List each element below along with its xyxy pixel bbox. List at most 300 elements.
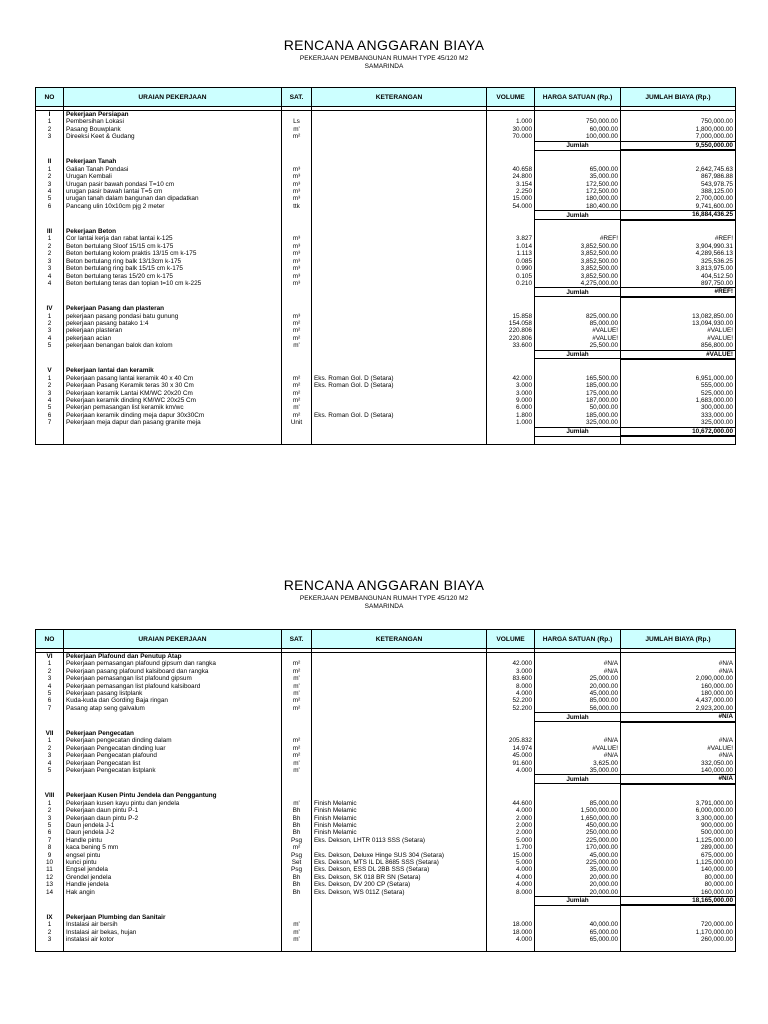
table-row — [36, 375, 736, 382]
doc-title: RENCANA ANGGARAN BIAYA — [283, 577, 485, 593]
table-row — [36, 412, 736, 419]
col-no: NO — [36, 88, 64, 107]
item-sat: m² — [282, 390, 312, 397]
item-jumlah: 333,000.00 — [621, 412, 736, 419]
col-volume: VOLUME — [487, 630, 535, 649]
item-no: 3 — [36, 752, 64, 759]
section-title: Pekerjaan Beton — [64, 228, 282, 235]
section-no: III — [36, 228, 64, 235]
section-total-label: Jumlah — [535, 141, 621, 150]
item-desc: Pekerjaan meja dapur dan pasang granite meja — [64, 419, 282, 427]
item-harga: 170,000.00 — [535, 844, 621, 851]
item-desc: engsel pintu — [64, 852, 282, 859]
item-harga: #N/A — [535, 660, 621, 667]
item-jumlah: #REF! — [621, 235, 736, 242]
item-desc: Pekerjaan Pengecatan listplank — [64, 767, 282, 775]
item-volume: 42.000 — [487, 375, 535, 382]
item-jumlah: 80,000.00 — [621, 881, 736, 888]
table-row — [36, 419, 736, 427]
section-total-row — [36, 713, 736, 722]
section-total-row — [36, 141, 736, 150]
item-ket — [312, 273, 487, 280]
item-harga: 450,000.00 — [535, 822, 621, 829]
section-total-value: #N/A — [621, 713, 736, 722]
table-row — [36, 118, 736, 125]
item-jumlah: #VALUE! — [621, 335, 736, 342]
item-no: 2 — [36, 320, 64, 327]
item-desc: urugan pasir bawah lantai T=5 cm — [64, 188, 282, 195]
section-title: Pekerjaan Persiapan — [64, 111, 282, 119]
item-sat: Bh — [282, 889, 312, 897]
item-sat: m² — [282, 335, 312, 342]
item-sat: m³ — [282, 280, 312, 288]
item-jumlah: 555,000.00 — [621, 382, 736, 389]
item-volume: 3.827 — [487, 235, 535, 242]
item-desc: pekerjaan plasteran — [64, 327, 282, 334]
item-desc: pekerjaan benangan balok dan kolom — [64, 342, 282, 350]
item-ket — [312, 173, 487, 180]
table-row — [36, 342, 736, 350]
item-sat: m³ — [282, 181, 312, 188]
item-no: 6 — [36, 203, 64, 211]
item-ket: Eks. Roman Gol. D (Setara) — [312, 412, 487, 419]
section-header-row — [36, 653, 736, 661]
item-desc: Pekerjaan keramik dinding KM/WC 20x25 Cm — [64, 397, 282, 404]
table-row — [36, 815, 736, 822]
item-jumlah: 7,000,000.00 — [621, 133, 736, 141]
item-volume: 30.000 — [487, 126, 535, 133]
col-uraian: URAIAN PEKERJAAN — [64, 630, 282, 649]
item-harga: #N/A — [535, 737, 621, 744]
item-jumlah: 140,000.00 — [621, 767, 736, 775]
table-row — [36, 881, 736, 888]
item-no: 7 — [36, 837, 64, 844]
item-no: 3 — [36, 327, 64, 334]
item-desc: Daun jendela J-2 — [64, 829, 282, 836]
item-no: 5 — [36, 342, 64, 350]
item-no: 2 — [36, 745, 64, 752]
item-desc: Handle jendela — [64, 881, 282, 888]
item-sat: m' — [282, 690, 312, 697]
item-desc: Pekerjaan Pengecatan plafound — [64, 752, 282, 759]
item-ket — [312, 265, 487, 272]
item-volume: 24.800 — [487, 173, 535, 180]
item-ket — [312, 280, 487, 288]
item-sat: Unit — [282, 419, 312, 427]
table-row — [36, 745, 736, 752]
item-harga: 3,852,500.00 — [535, 243, 621, 250]
item-volume: 0.085 — [487, 258, 535, 265]
item-volume: 220.806 — [487, 335, 535, 342]
item-no: 10 — [36, 859, 64, 866]
item-no: 3 — [36, 265, 64, 272]
item-jumlah: 300,000.00 — [621, 404, 736, 411]
item-volume: 3.154 — [487, 181, 535, 188]
item-no: 9 — [36, 852, 64, 859]
item-no: 5 — [36, 404, 64, 411]
item-volume: 33.600 — [487, 342, 535, 350]
table-row — [36, 382, 736, 389]
item-ket: Eks. Roman Gol. D (Setara) — [312, 375, 487, 382]
item-desc: Urugan pasir bawah pondasi T=10 cm — [64, 181, 282, 188]
item-harga: 45,000.00 — [535, 852, 621, 859]
item-no: 3 — [36, 390, 64, 397]
section-header-row — [36, 730, 736, 737]
table-row — [36, 273, 736, 280]
table-row — [36, 675, 736, 682]
item-ket: Finish Melamic — [312, 822, 487, 829]
item-volume: 0.990 — [487, 265, 535, 272]
item-ket — [312, 181, 487, 188]
item-no: 6 — [36, 829, 64, 836]
item-no: 6 — [36, 697, 64, 704]
item-sat: m² — [282, 705, 312, 713]
item-jumlah: 140,000.00 — [621, 866, 736, 873]
section-no: VI — [36, 653, 64, 661]
item-ket — [312, 195, 487, 202]
item-ket: Finish Melamic — [312, 800, 487, 807]
col-jumlah: JUMLAH BIAYA (Rp.) — [621, 88, 736, 107]
rab-page-2 — [0, 572, 768, 1024]
item-no: 5 — [36, 822, 64, 829]
item-no: 2 — [36, 807, 64, 814]
item-no: 1 — [36, 737, 64, 744]
item-ket: Eks. Dekson, MTS IL DL 8685 SSS (Setara) — [312, 859, 487, 866]
item-sat: m³ — [282, 173, 312, 180]
rab-table — [35, 87, 736, 445]
item-ket — [312, 126, 487, 133]
item-desc: instalasi air kotor — [64, 936, 282, 943]
item-ket: Finish Melamic — [312, 815, 487, 822]
item-ket — [312, 397, 487, 404]
section-title: Pekerjaan lantai dan keramik — [64, 367, 282, 374]
item-ket: Eks. Dekson, DV 200 CP (Setara) — [312, 881, 487, 888]
item-harga: 165,500.00 — [535, 375, 621, 382]
item-volume: 40.658 — [487, 166, 535, 173]
doc-subtitle: PEKERJAAN PEMBANGUNAN RUMAH TYPE 45/120 M2 — [299, 595, 469, 602]
item-jumlah: 3,300,000.00 — [621, 815, 736, 822]
item-sat: Psg — [282, 866, 312, 873]
item-sat: m' — [282, 126, 312, 133]
table-row — [36, 280, 736, 288]
table-row — [36, 889, 736, 897]
item-desc: pekerjaan pasang batako 1:4 — [64, 320, 282, 327]
item-desc: Pekerjan pemasangan list keramik km/wc — [64, 404, 282, 411]
item-jumlah: 3,904,990.31 — [621, 243, 736, 250]
item-desc: Urugan Kembali — [64, 173, 282, 180]
item-ket: Finish Melamic — [312, 807, 487, 814]
item-harga: 4,275,000.00 — [535, 280, 621, 288]
item-desc: urugan tanah dalam bangunan dan dipadatkan — [64, 195, 282, 202]
section-total-row — [36, 896, 736, 905]
item-sat: m² — [282, 412, 312, 419]
section-no: V — [36, 367, 64, 374]
item-ket — [312, 313, 487, 320]
col-uraian: URAIAN PEKERJAAN — [64, 88, 282, 107]
item-sat: m' — [282, 800, 312, 807]
item-harga: 35,000.00 — [535, 866, 621, 873]
item-desc: kunci pintu — [64, 859, 282, 866]
item-volume: 45.000 — [487, 752, 535, 759]
item-volume: 52.200 — [487, 705, 535, 713]
item-jumlah: 867,986.88 — [621, 173, 736, 180]
section-total-value: 9,550,000.00 — [621, 141, 736, 150]
item-desc: pekerjaan acian — [64, 335, 282, 342]
item-volume: 1.000 — [487, 118, 535, 125]
item-sat: m' — [282, 767, 312, 775]
section-no: I — [36, 111, 64, 119]
item-jumlah: #N/A — [621, 660, 736, 667]
item-jumlah: 675,000.00 — [621, 852, 736, 859]
item-jumlah: 9,741,600.00 — [621, 203, 736, 211]
item-volume: 1.113 — [487, 250, 535, 257]
item-jumlah: 3,791,000.00 — [621, 800, 736, 807]
item-jumlah: 325,536.25 — [621, 258, 736, 265]
section-title: Pekerjaan Kusen Pintu Jendela dan Penggantung — [64, 792, 282, 799]
item-ket: Eks. Dekson, LHTR 0113 SSS (Setara) — [312, 837, 487, 844]
table-row — [36, 203, 736, 211]
item-desc: Pekerjaan pemasangan list plafound kalsiboard — [64, 683, 282, 690]
item-ket — [312, 767, 487, 775]
item-harga: #N/A — [535, 668, 621, 675]
item-harga: #REF! — [535, 235, 621, 242]
item-desc: Pekerjaan keramik dinding meja dapur 30x30Cm — [64, 412, 282, 419]
item-harga: 180,400.00 — [535, 203, 621, 211]
table-row — [36, 760, 736, 767]
item-jumlah: 543,978.75 — [621, 181, 736, 188]
item-desc: Pekerjaan Pasang Keramik teras 30 x 30 Cm — [64, 382, 282, 389]
table-row — [36, 166, 736, 173]
item-volume: 70.000 — [487, 133, 535, 141]
item-jumlah: 2,700,000.00 — [621, 195, 736, 202]
spacer-row — [36, 784, 736, 792]
item-jumlah: 289,000.00 — [621, 844, 736, 851]
item-ket — [312, 320, 487, 327]
item-volume: 3.000 — [487, 668, 535, 675]
item-harga: 225,000.00 — [535, 837, 621, 844]
item-no: 4 — [36, 273, 64, 280]
section-total-label: Jumlah — [535, 713, 621, 722]
table-row — [36, 320, 736, 327]
item-sat: m² — [282, 697, 312, 704]
item-sat: m' — [282, 342, 312, 350]
item-harga: 20,000.00 — [535, 683, 621, 690]
item-jumlah: 13,094,930.00 — [621, 320, 736, 327]
section-total-value: 16,884,436.25 — [621, 211, 736, 220]
item-no: 3 — [36, 133, 64, 141]
item-sat: Bh — [282, 822, 312, 829]
item-volume: 18.000 — [487, 929, 535, 936]
item-no: 2 — [36, 668, 64, 675]
item-harga: 185,000.00 — [535, 412, 621, 419]
item-ket — [312, 737, 487, 744]
table-row — [36, 195, 736, 202]
item-jumlah: 4,437,000.00 — [621, 697, 736, 704]
item-volume: 3.000 — [487, 382, 535, 389]
item-harga: 3,625.00 — [535, 760, 621, 767]
item-jumlah: 6,951,000.00 — [621, 375, 736, 382]
item-desc: Beton bertulang kolom praktis 13/15 cm k-175 — [64, 250, 282, 257]
item-harga: 825,000.00 — [535, 313, 621, 320]
item-no: 8 — [36, 844, 64, 851]
item-sat: m³ — [282, 265, 312, 272]
item-no: 2 — [36, 173, 64, 180]
item-sat: m² — [282, 397, 312, 404]
item-no: 13 — [36, 881, 64, 888]
item-jumlah: 856,800.00 — [621, 342, 736, 350]
item-harga: 65,000.00 — [535, 929, 621, 936]
table-row — [36, 767, 736, 775]
item-desc: Pekerjaan pemasangan plafound gipsum dan rangka — [64, 660, 282, 667]
item-ket: Eks. Roman Gol. D (Setara) — [312, 382, 487, 389]
item-no: 5 — [36, 690, 64, 697]
section-total-value: 18,165,000.00 — [621, 896, 736, 905]
item-sat: Ls — [282, 118, 312, 125]
item-jumlah: #N/A — [621, 752, 736, 759]
item-sat: m³ — [282, 250, 312, 257]
table-row — [36, 822, 736, 829]
item-no: 7 — [36, 419, 64, 427]
item-volume: 91.600 — [487, 760, 535, 767]
item-desc: Instalasi air bekas, hujan — [64, 929, 282, 936]
item-ket — [312, 936, 487, 943]
table-row — [36, 737, 736, 744]
item-volume: 4.000 — [487, 874, 535, 881]
section-no: VII — [36, 730, 64, 737]
item-ket — [312, 166, 487, 173]
item-jumlah: 1,800,000.00 — [621, 126, 736, 133]
item-jumlah: 1,125,000.00 — [621, 859, 736, 866]
section-header-row — [36, 111, 736, 119]
table-row — [36, 874, 736, 881]
spacer-row — [36, 722, 736, 730]
item-harga: #VALUE! — [535, 335, 621, 342]
table-row — [36, 705, 736, 713]
item-jumlah: #N/A — [621, 737, 736, 744]
item-jumlah: 332,050.00 — [621, 760, 736, 767]
spacer-row — [36, 297, 736, 305]
item-sat: m' — [282, 683, 312, 690]
item-volume: 15.858 — [487, 313, 535, 320]
item-no: 1 — [36, 375, 64, 382]
item-desc: Pekerjaan Pengecatan list — [64, 760, 282, 767]
table-row — [36, 235, 736, 242]
section-header-row — [36, 158, 736, 165]
item-ket — [312, 203, 487, 211]
item-volume: 4.000 — [487, 807, 535, 814]
table-row — [36, 921, 736, 928]
item-harga: 185,000.00 — [535, 382, 621, 389]
table-row — [36, 250, 736, 257]
item-sat: Bh — [282, 807, 312, 814]
item-no: 12 — [36, 874, 64, 881]
item-desc: Pekerjaan Pengecatan dinding luar — [64, 745, 282, 752]
item-desc: kaca bening 5 mm — [64, 844, 282, 851]
item-volume: 2.000 — [487, 822, 535, 829]
item-ket — [312, 258, 487, 265]
item-jumlah: 260,000.00 — [621, 936, 736, 943]
table-row — [36, 668, 736, 675]
item-no: 4 — [36, 188, 64, 195]
item-sat: m³ — [282, 195, 312, 202]
item-desc: Daun jendela J-1 — [64, 822, 282, 829]
item-jumlah: 160,000.00 — [621, 683, 736, 690]
item-harga: 187,000.00 — [535, 397, 621, 404]
col-sat: SAT. — [282, 88, 312, 107]
item-sat: m² — [282, 320, 312, 327]
item-harga: 45,000.00 — [535, 690, 621, 697]
section-total-row — [36, 350, 736, 359]
item-jumlah: 404,512.50 — [621, 273, 736, 280]
table-row — [36, 258, 736, 265]
item-ket — [312, 690, 487, 697]
item-no: 2 — [36, 929, 64, 936]
item-harga: 3,852,500.00 — [535, 265, 621, 272]
table-row — [36, 188, 736, 195]
item-jumlah: 900,000.00 — [621, 822, 736, 829]
section-title: Pekerjaan Pengecatan — [64, 730, 282, 737]
item-ket: Eks. Dekson, Deluxe Hinge SUS 304 (Setara) — [312, 852, 487, 859]
item-ket — [312, 118, 487, 125]
item-desc: Pekerjaan daun pintu P-2 — [64, 815, 282, 822]
table-header — [36, 630, 736, 649]
item-desc: Pekerjaan pasang lantai keramik 40 x 40 Cm — [64, 375, 282, 382]
table-row — [36, 404, 736, 411]
item-no: 7 — [36, 705, 64, 713]
table-row — [36, 852, 736, 859]
doc-subtitle: PEKERJAAN PEMBANGUNAN RUMAH TYPE 45/120 M2 — [299, 55, 469, 62]
item-desc: Pekerjaan kusen kayu pintu dan jendela — [64, 800, 282, 807]
item-jumlah: 80,000.00 — [621, 874, 736, 881]
item-harga: 85,000.00 — [535, 697, 621, 704]
table-row — [36, 126, 736, 133]
section-title: Pekerjaan Plafound dan Penutup Atap — [64, 653, 282, 661]
item-harga: 3,852,500.00 — [535, 273, 621, 280]
item-jumlah: 13,082,850.00 — [621, 313, 736, 320]
item-sat: m' — [282, 404, 312, 411]
table-row — [36, 807, 736, 814]
item-jumlah: 525,000.00 — [621, 390, 736, 397]
table-row — [36, 243, 736, 250]
item-sat: m² — [282, 375, 312, 382]
item-sat: Psg — [282, 852, 312, 859]
item-sat: Bh — [282, 881, 312, 888]
item-volume: 9.000 — [487, 397, 535, 404]
item-jumlah: 500,000.00 — [621, 829, 736, 836]
col-volume: VOLUME — [487, 88, 535, 107]
col-harga: HARGA SATUAN (Rp.) — [535, 630, 621, 649]
item-ket — [312, 243, 487, 250]
item-ket — [312, 660, 487, 667]
item-no: 6 — [36, 412, 64, 419]
item-ket — [312, 668, 487, 675]
section-total-label: Jumlah — [535, 427, 621, 436]
item-harga: #N/A — [535, 752, 621, 759]
item-volume: 44.600 — [487, 800, 535, 807]
item-sat: m³ — [282, 166, 312, 173]
item-no: 4 — [36, 280, 64, 288]
item-volume: 0.105 — [487, 273, 535, 280]
item-jumlah: 750,000.00 — [621, 118, 736, 125]
item-harga: 1,650,000.00 — [535, 815, 621, 822]
table-row — [36, 313, 736, 320]
spacer-row — [36, 150, 736, 158]
table-row — [36, 837, 736, 844]
rab-table — [35, 629, 736, 952]
doc-city: SAMARINDA — [364, 63, 404, 70]
section-no: IV — [36, 305, 64, 312]
item-jumlah: 720,000.00 — [621, 921, 736, 928]
